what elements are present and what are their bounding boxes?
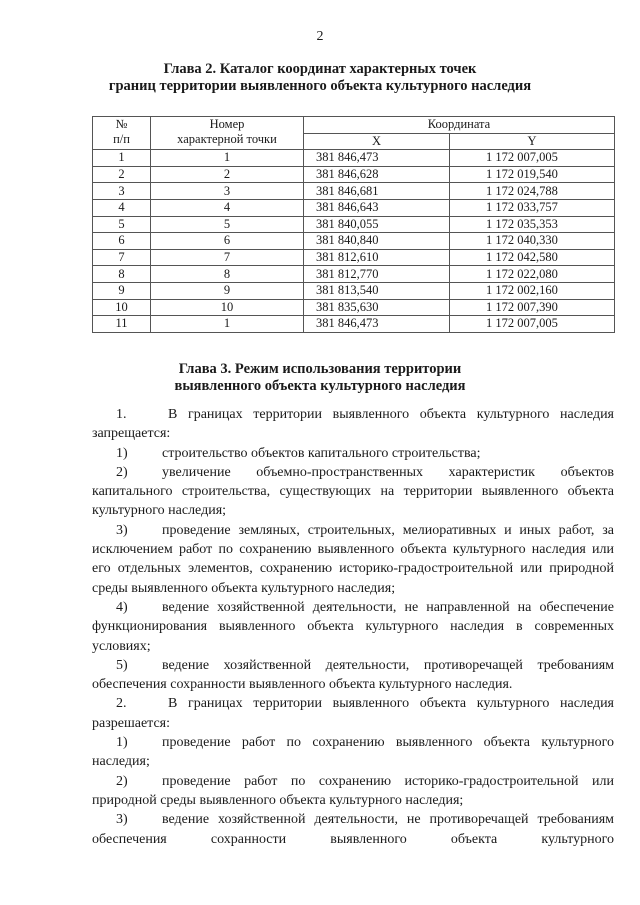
point-number-cell: 3 <box>151 183 304 200</box>
paragraph <box>92 598 614 656</box>
x-coordinate-cell: 381 846,473 <box>304 150 450 167</box>
y-coordinate-cell: 1 172 035,353 <box>450 216 615 233</box>
paragraph <box>92 694 614 733</box>
chapter-3-title-line-2: выявленного объекта культурного наследия <box>174 378 466 394</box>
table-row <box>93 166 615 183</box>
header-x: X <box>304 133 450 150</box>
paragraph <box>92 444 614 463</box>
point-number-cell: 2 <box>151 166 304 183</box>
chapter-3-title-line-1: Глава 3. Режим использования территории <box>178 361 462 377</box>
paragraph-number: 2) <box>116 773 128 789</box>
point-number-cell: 1 <box>151 316 304 333</box>
paragraph <box>92 521 614 598</box>
point-number-cell: 1 <box>151 150 304 167</box>
paragraph-text: проведение работ по сохранению выявленного объекта культурного наследия; <box>92 735 614 770</box>
table-row <box>93 216 615 233</box>
paragraph-number: 1) <box>116 445 128 461</box>
row-number-cell: 2 <box>93 166 151 183</box>
paragraph-text: проведение работ по сохранению историко-градостроительной или природной среды выявленного объекта культурного наследия; <box>92 773 614 808</box>
y-coordinate-cell: 1 172 033,757 <box>450 199 615 216</box>
row-number-cell: 6 <box>93 233 151 250</box>
row-number-cell: 7 <box>93 249 151 266</box>
table-row <box>93 249 615 266</box>
paragraph <box>92 772 614 811</box>
row-number-cell: 4 <box>93 199 151 216</box>
header-point-line-2: характерной точки <box>177 132 277 146</box>
coordinates-table <box>92 116 615 333</box>
x-coordinate-cell: 381 846,643 <box>304 199 450 216</box>
table-row <box>93 282 615 299</box>
point-number-cell: 7 <box>151 249 304 266</box>
paragraph-number: 2) <box>116 464 128 480</box>
header-coordinate: Координата <box>304 117 615 134</box>
y-coordinate-cell: 1 172 007,005 <box>450 316 615 333</box>
paragraph-number: 4) <box>116 599 128 615</box>
header-point-line-1: Номер <box>209 117 245 131</box>
paragraph <box>92 733 614 772</box>
paragraph-text: строительство объектов капитального строительства; <box>162 445 481 461</box>
paragraph-text: ведение хозяйственной деятельности, противоречащей требованиям обеспечения сохранности выявленного объекта культурного наследия. <box>92 657 614 693</box>
row-number-cell: 5 <box>93 216 151 233</box>
point-number-cell: 6 <box>151 233 304 250</box>
table-row <box>93 183 615 200</box>
x-coordinate-cell: 381 812,770 <box>304 266 450 283</box>
row-number-cell: 8 <box>93 266 151 283</box>
paragraph-text: ведение хозяйственной деятельности, не направленной на обеспечение функционирования выявленного объекта культурного наследия в современных условиях; <box>92 599 614 654</box>
paragraph-number: 3) <box>116 522 128 538</box>
paragraph <box>92 656 614 695</box>
paragraph-text: проведение земляных, строительных, мелиоративных и иных работ, за исключением работ по сохранению выявленного объекта культурного наследия или его отдельных элементов, сохранению историко-градостроительной или природной среды выявленного объекта культурного наследия; <box>92 522 614 596</box>
table-row <box>93 233 615 250</box>
y-coordinate-cell: 1 172 022,080 <box>450 266 615 283</box>
row-number-cell: 10 <box>93 299 151 316</box>
paragraph-number: 1. <box>116 407 127 422</box>
paragraph-number: 1) <box>116 735 128 751</box>
point-number-cell: 8 <box>151 266 304 283</box>
paragraph <box>92 810 614 849</box>
chapter-2-title-line-2: границ территории выявленного объекта культурного наследия <box>108 78 532 94</box>
header-y: Y <box>450 133 615 150</box>
x-coordinate-cell: 381 846,473 <box>304 316 450 333</box>
x-coordinate-cell: 381 835,630 <box>304 299 450 316</box>
header-row-number <box>93 117 151 150</box>
y-coordinate-cell: 1 172 007,005 <box>450 150 615 167</box>
row-number-cell: 9 <box>93 282 151 299</box>
table-row <box>93 299 615 316</box>
paragraph <box>92 405 614 444</box>
header-num-line-1: № <box>115 117 128 131</box>
table-row <box>93 150 615 167</box>
point-number-cell: 9 <box>151 282 304 299</box>
row-number-cell: 1 <box>93 150 151 167</box>
y-coordinate-cell: 1 172 002,160 <box>450 282 615 299</box>
y-coordinate-cell: 1 172 019,540 <box>450 166 615 183</box>
body-text <box>92 405 614 849</box>
x-coordinate-cell: 381 846,628 <box>304 166 450 183</box>
table-row <box>93 316 615 333</box>
y-coordinate-cell: 1 172 024,788 <box>450 183 615 200</box>
paragraph-text: ведение хозяйственной деятельности, не противоречащей требованиям обеспечения сохранности выявленного объекта культурного <box>92 812 614 847</box>
x-coordinate-cell: 381 840,840 <box>304 233 450 250</box>
paragraph-text: увеличение объемно-пространственных характеристик объектов капитального строительства, существующих на территории выявленного объекта культурного наследия; <box>92 464 614 519</box>
coordinates-table-body <box>93 150 615 333</box>
chapter-2-heading <box>0 61 640 95</box>
y-coordinate-cell: 1 172 042,580 <box>450 249 615 266</box>
paragraph-number: 3) <box>116 812 128 828</box>
chapter-3-heading <box>0 361 640 395</box>
page-number: 2 <box>316 29 324 44</box>
paragraph <box>92 463 614 521</box>
x-coordinate-cell: 381 846,681 <box>304 183 450 200</box>
paragraph-number: 5) <box>116 657 128 673</box>
header-num-line-2: п/п <box>113 132 130 146</box>
table-row <box>93 199 615 216</box>
x-coordinate-cell: 381 840,055 <box>304 216 450 233</box>
paragraph-text: В границах территории выявленного объекта культурного наследия разрешается: <box>92 696 614 731</box>
x-coordinate-cell: 381 812,610 <box>304 249 450 266</box>
paragraph-text: В границах территории выявленного объекта культурного наследия запрещается: <box>92 407 614 442</box>
point-number-cell: 10 <box>151 299 304 316</box>
point-number-cell: 5 <box>151 216 304 233</box>
header-point-number <box>151 117 304 150</box>
point-number-cell: 4 <box>151 199 304 216</box>
y-coordinate-cell: 1 172 040,330 <box>450 233 615 250</box>
y-coordinate-cell: 1 172 007,390 <box>450 299 615 316</box>
row-number-cell: 3 <box>93 183 151 200</box>
chapter-2-title-line-1: Глава 2. Каталог координат характерных точек <box>163 61 477 77</box>
paragraph-number: 2. <box>116 696 127 712</box>
row-number-cell: 11 <box>93 316 151 333</box>
x-coordinate-cell: 381 813,540 <box>304 282 450 299</box>
table-row <box>93 266 615 283</box>
